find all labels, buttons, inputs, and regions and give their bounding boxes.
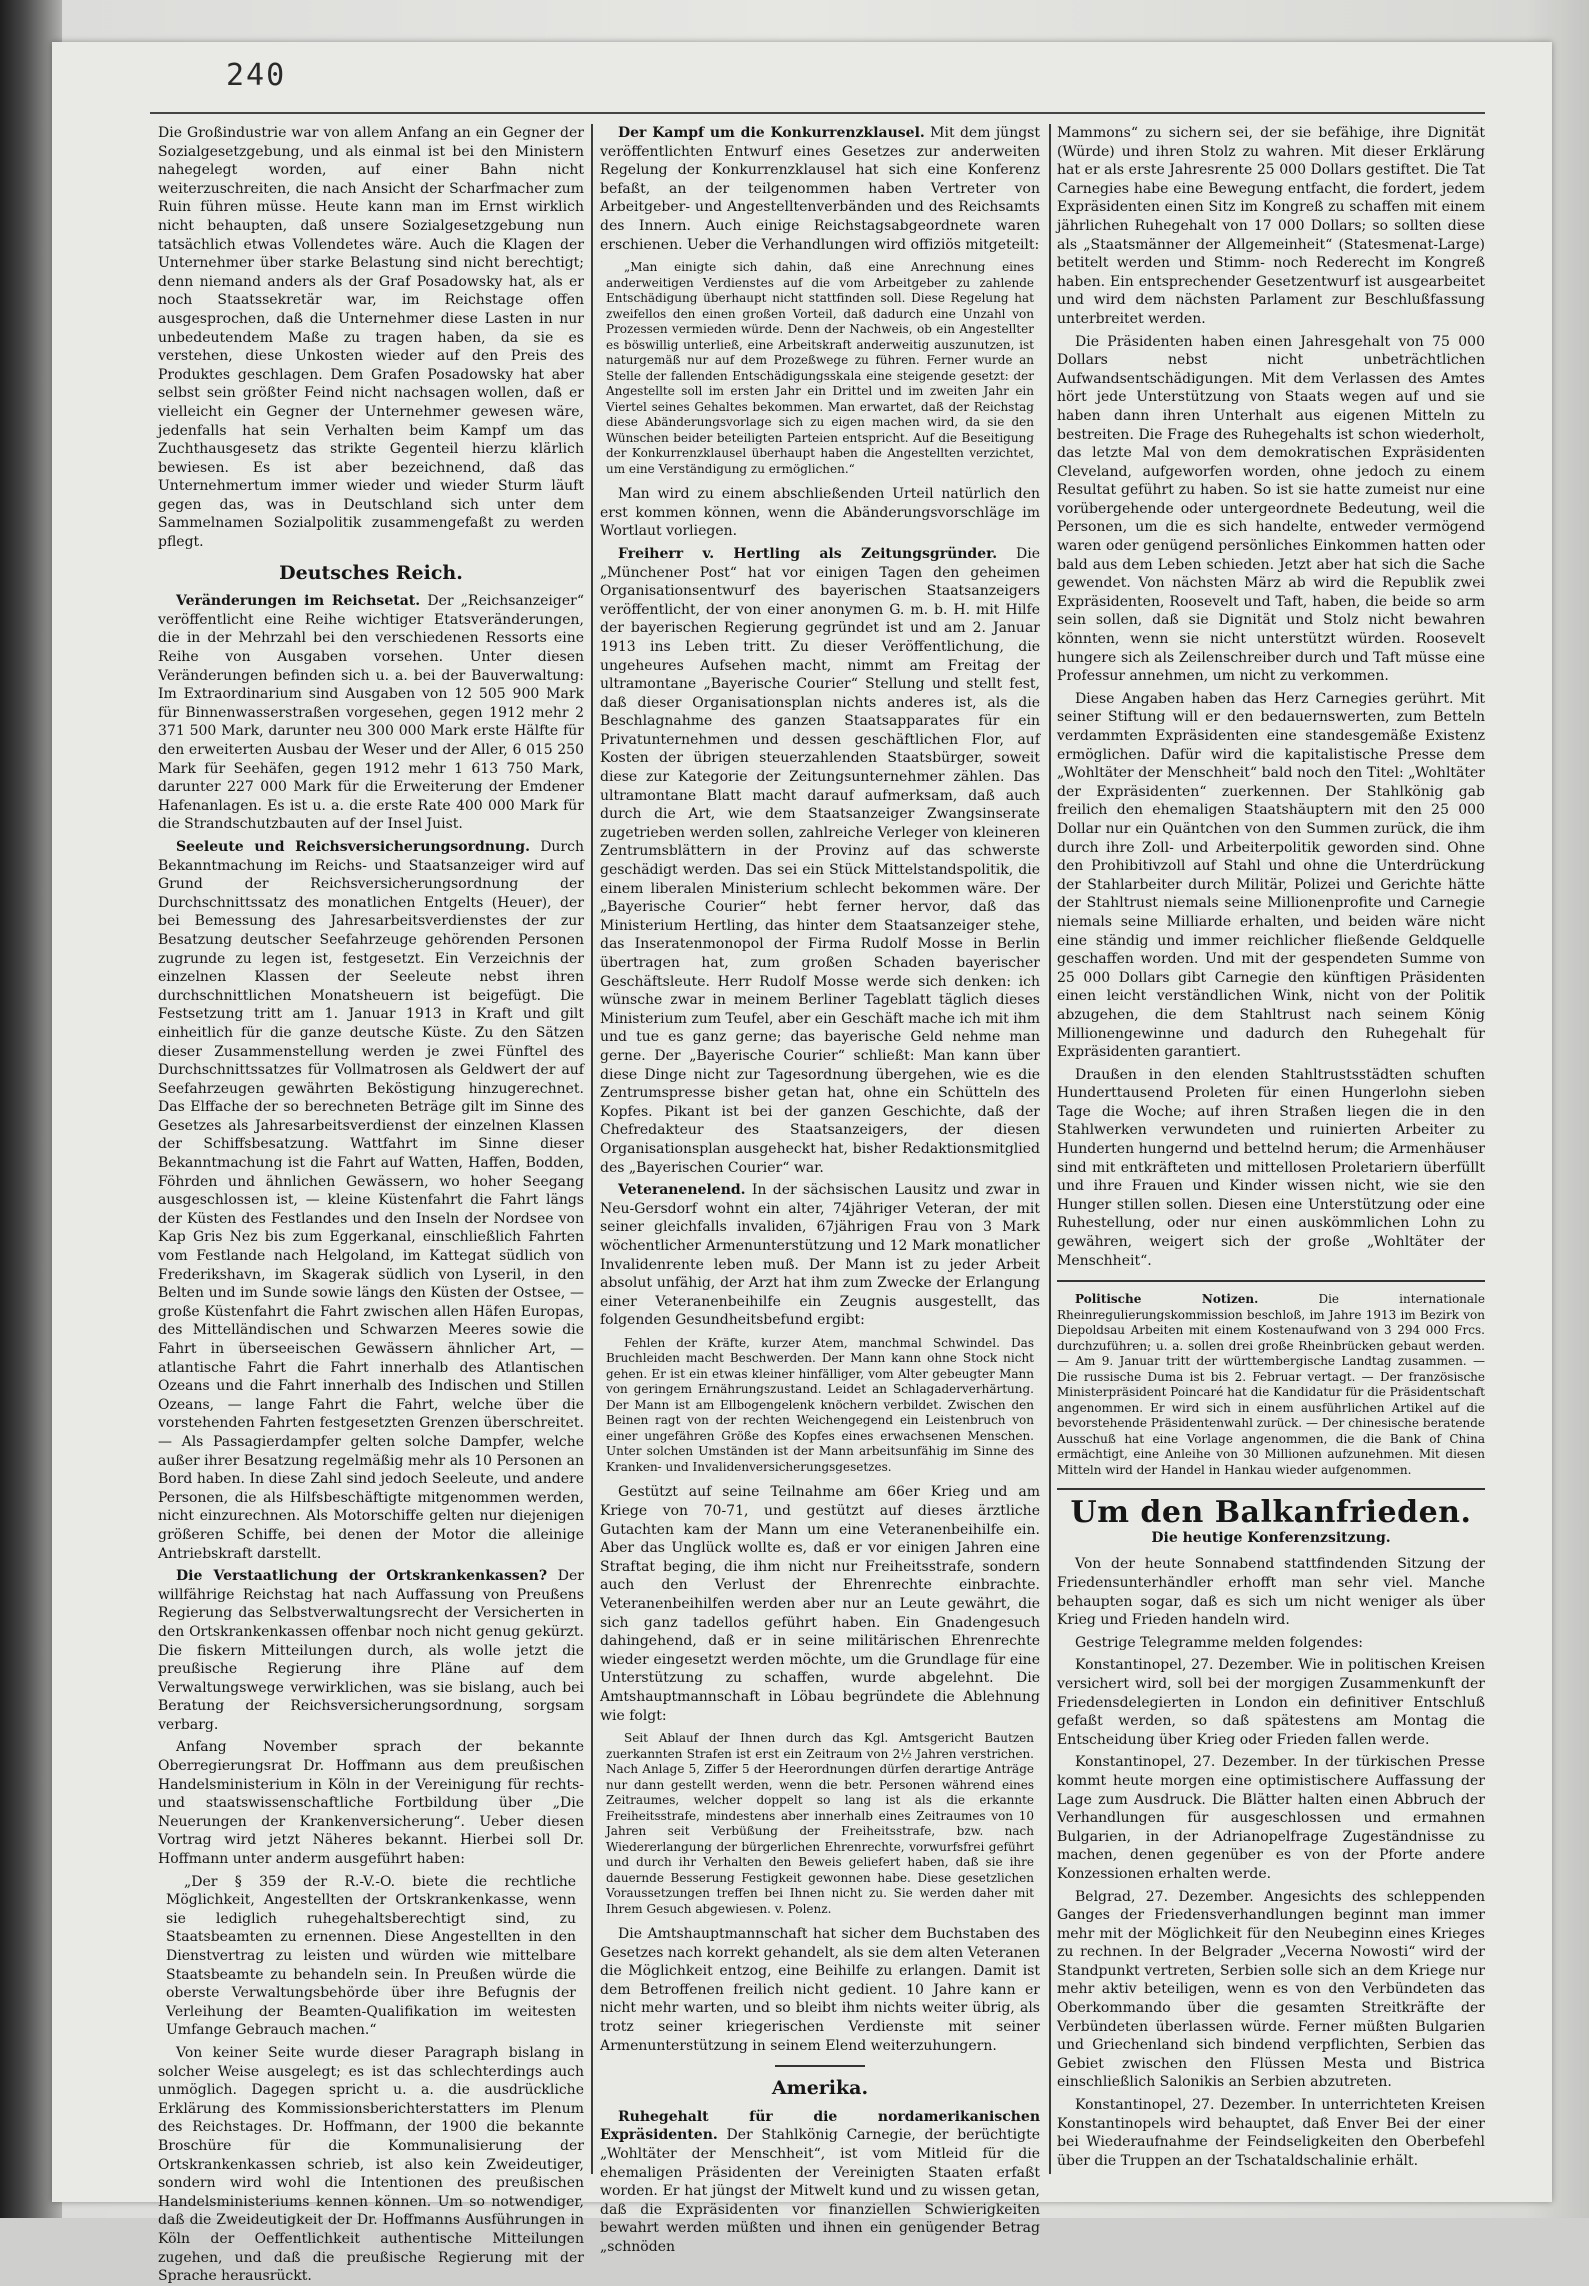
article-title: Die Verstaatlichung der Ortskrankenkassen? (176, 1568, 548, 1585)
article-paragraph: Gestrige Telegramme melden folgendes: (1075, 1634, 1363, 1651)
column-rule-2 (1049, 124, 1051, 2174)
article-quote: „Der § 359 der R.-V.-O. biete die rechtliche Möglichkeit, Angestellten der Ortskrankenkasse, wenn sie lediglich ruhegehaltsberechtigt sind, zu Staatsbeamten zu ernennen. Diese Angestellten in den Dienstvertrag zu leisten und würden wie mittelbare Staatsbeamte zu behandeln sein. In Preußen würde die oberste Verwaltungsbehörde über ihre Befugnis der Verleihung der Beamten-Qualifikation im weitesten Umfange Gebrauch machen.“ (166, 1873, 576, 2039)
article-paragraph: Anfang November sprach der bekannte Oberregierungsrat Dr. Hoffmann aus dem preußischen Handelsministerium in Köln in der Vereinigung für rechts- und staatswissenschaftliche Fortbildung über „Die Neuerungen der Krankenversicherung“. Ueber diesen Vortrag wird jetzt Näheres bekannt. Hierbei soll Dr. Hoffmann unter anderm ausgeführt haben: (158, 1739, 584, 1868)
article-title: Seeleute und Reichsversicherungsordnung. (176, 838, 530, 855)
article-body: Die „Münchener Post“ hat vor einigen Tagen den geheimen Organisationsentwurf des bayerischen Staatsanzeigers veröffentlicht, der von einer anonymen G. m. b. H. mit Hilfe der bayerischen Regierung gegründet ist und am 2. Januar 1913 ins Leben tritt. Zu dieser Veröffentlichung, die ungeheures Aufsehen macht, nimmt am Freitag der ultramontane „Bayerische Courier“ Stellung und stellt fest, daß dieser Organisationsplan nichts anderes ist, als die Beschlagnahme des ganzen Staatsapparates für ein Privatunternehmen und dessen geschäftlichen Flor, auf Kosten der übrigen steuerzahlenden Staatsbürger, soweit diese zur Kategorie der Zeitungsunternehmer zählen. Das ultramontane Blatt macht darauf aufmerksam, daß auch durch die Art, wie dem Staatsanzeiger Zwangsinserate zugetrieben werden sollen, zahlreiche Verleger von kleineren Zentrumsblättern in der Provinz auf das schwerste geschädigt werden. Das sei ein Stück Mittelstandspolitik, die einem liberalen Ministerium schlecht bekommen wäre. Der „Bayerische Courier“ hebt ferner hervor, daß das Ministerium Hertling, das hinter dem Staatsanzeiger stehe, das Inseratenmonopol der Firma Rudolf Mosse in Berlin übertragen hat, zum großen Schaden bayerischer Geschäftsleute. Herr Rudolf Mosse werde sich denken: ich wünsche zwar in meinem Berliner Tageblatt täglich dieses Ministerium zum Teufel, aber ein Geschäft mache ich mit ihm und tue es ganz gerne; das bayerische Geld nehme man gerne. Der „Bayerische Courier“ schließt: Man kann über diese Dinge nicht zur Tagesordnung übergehen, wie es die Zentrumspresse bisher getan hat, ohne ein Schütteln des Kopfes. Pikant ist bei der ganzen Geschichte, daß der Chefredakteur des Staatsanzeigers, der diesen Organisationsplan ausgeheckt hat, bisher Redaktionsmitglied des „Bayerischen Courier“ war. (600, 545, 1040, 1176)
article-hertling (600, 545, 1040, 1177)
section-subheading: Die heutige Konferenzsitzung. (1151, 1529, 1391, 1546)
article-paragraph: Von der heute Sonnabend stattfindenden Sitzung der Friedensunterhändler erhofft man sehr viel. Manche behaupten sogar, daß es sich um nicht weniger als über Krieg und Frieden handeln wird. (1057, 1556, 1485, 1629)
header-rule (150, 112, 1485, 114)
article-paragraph: Die Präsidenten haben einen Jahresgehalt von 75 000 Dollars nebst nicht unbeträchtlichen Aufwandsentschädigungen. Mit dem Verlassen des Amtes hört jede Unterstützung von Staats wegen auf und sie haben dann ihren Unterhalt aus eigenen Mitteln zu bestreiten. Die Frage des Ruhegehalts ist schon wiederholt, das letzte Mal von dem demokratischen Expräsidenten Cleveland, aufgeworfen worden, ohne jedoch zu einem Resultat geführt zu haben. So ist sie hatte zumeist nur eine vorübergehende oder untergeordnete Bedeutung, weil die Personen, um die es sich handelte, entweder vermögend waren oder genügend persönliches Einkommen hatten oder bald aus dem Leben schieden. Jetzt aber hat sich die Sache gewendet. Von nächsten März ab wird die Republik zwei Expräsidenten, Roosevelt und Taft, haben, die beide so arm sein sollen, daß sie Dignität und Stolz nicht bewahren könnten, wenn sie nicht unterstützt würden. Roosevelt hungere sich als Zeilenschreiber durch und Taft müsse eine Professur annehmen, um nicht zu verkommen. (1057, 333, 1485, 685)
article-paragraph: Von keiner Seite wurde dieser Paragraph bislang in solcher Weise ausgelegt; es ist das schlechterdings auch unmöglich. Dagegen spricht u. a. die ausdrückliche Erklärung des Kommissionsberichterstatters im Plenum des Reichstages. Dr. Hoffmann, der 1900 die bekannte Broschüre für die Kommunalisierung der Ortskrankenkassen schrieb, ist also kein Zweideutiger, sondern wird wohl die Intentionen des preußischen Handelsministeriums kennen können. Um so notwendiger, daß die Zweideutigkeit der Dr. Hoffmanns Ausführungen in Köln der Oeffentlichkeit authentische Mitteilungen zugehen, und daß die preußische Regierung mit der Sprache herausrückt. (158, 2044, 584, 2285)
article-quote: „Man einigte sich dahin, daß eine Anrechnung eines anderweitigen Verdienstes auf die vom Arbeitgeber zu zahlende Entschädigung überhaupt nicht stattfinden soll. Diese Regelung hat zweifellos den einen großen Vorteil, daß dadurch eine Unzahl von Prozessen vermieden würde. Denn der Nachweis, ob ein Angestellter es böswillig unterließ, eine Arbeitskraft anderweitig auszunutzen, ist naturgemäß nur auf dem Prozeßwege zu führen. Ferner wurde an Stelle der fallenden Entschädigungsskala eine steigende gesetzt: der Angestellte soll im ersten Jahr ein Drittel und im zweiten Jahr ein Viertel seines Gehaltes bekommen. Man erwartet, daß der Reichstag diese Abänderungsvorlage sich zu eigen machen wird, da sie den Wünschen beider beteiligten Parteien entspricht. Auf die Beseitigung der Konkurrenzklausel überhaupt haben die Angestellten verzichtet, um eine Verständigung zu ermöglichen.“ (606, 260, 1034, 476)
article-paragraph: Die Amtshauptmannschaft hat sicher dem Buchstaben des Gesetzes nach korrekt gehandelt, als sie dem alten Veteranen die Möglichkeit entzog, eine Beihilfe zu erlangen. Damit ist dem Betroffenen freilich nicht gedient. 10 Jahre kann er nicht mehr warten, und so bleibt ihm nichts weiter übrig, als trotz seiner kriegerischen Verdienste mit seiner Armenunterstützung in seinem Elend weiterzuhungern. (600, 1926, 1040, 2054)
column-1 (158, 124, 584, 2285)
article-paragraph: Mammons“ zu sichern sei, der sie befähige, ihre Dignität (Würde) und ihren Stolz zu wahren. Mit dieser Erklärung hat er als erste Jahresrente 25 000 Dollars gestiftet. Die Tat Carnegies habe eine Bewegung entfacht, die fordert, jedem Expräsidenten einen Sitz im Kongreß zu schaffen mit einem jährlichen Ruhegehalt von 17 000 Dollars; so sollten diese als „Staatsmänner der Allgemeinheit“ (Statesmenat-Large) betitelt werden und Stimm- noch Rederecht im Kongreß haben. Ein entsprechender Gesetzentwurf ist ausgearbeitet und wird dem nächsten Parlament zur Beschlußfassung unterbreitet werden. (1057, 125, 1485, 327)
column-rule-1 (591, 124, 593, 2174)
article-title: Freiherr v. Hertling als Zeitungsgründer. (618, 545, 998, 562)
section-divider (775, 2065, 865, 2067)
article-paragraph: Man wird zu einem abschließenden Urteil natürlich den erst kommen können, wenn die Abänderungsvorschläge im Wortlaut vorliegen. (600, 486, 1040, 540)
telegram-paragraph: Konstantinopel, 27. Dezember. In der türkischen Presse kommt heute morgen eine optimistischere Auffassung der Lage zum Ausdruck. Die Blätter halten einen Abbruch der Verhandlungen für ausgeschlossen und ermahnen Bulgarien, in der Adrianopelfrage Zugeständnisse zu machen, denen gegenüber es von der Pforte andere Konzessionen erhalten werde. (1057, 1754, 1485, 1882)
article-veteranenelend (600, 1181, 1040, 1330)
telegram-paragraph: Konstantinopel, 27. Dezember. Wie in politischen Kreisen versichert wird, soll bei der morgigen Zusammenkunft der Friedensdelegierten in London ein definitiver Entschluß gefaßt werden, so daß spätestens am Montag die Entscheidung über Krieg oder Frieden fallen werde. (1057, 1657, 1485, 1748)
article-title: Der Kampf um die Konkurrenzklausel. (618, 125, 925, 141)
telegram-paragraph: Belgrad, 27. Dezember. Angesichts des schleppenden Ganges der Friedensverhandlungen beginnt man immer mehr mit der Möglichkeit für den Neubeginn eines Krieges zu rechnen. In der Belgrader „Vecerna Nowosti“ wird der Standpunkt vertreten, Serbien solle sich an dem Kriege nur mehr aktiv beteiligen, wenn es von den Verbündeten das Oberkommando über die gesamten Streitkräfte der Verbündeten überlassen würde. Ferner müßten Bulgarien und Griechenland sich bindend verpflichten, Serbien das Gebiet zwischen den Flüssen Mesta und Bistrica einschließlich Salonikis an Serbien abzutreten. (1057, 1888, 1485, 2091)
notes-title: Politische Notizen. (1075, 1292, 1259, 1307)
section-heading-amerika: Amerika. (771, 2077, 869, 2100)
article-title: Veteranenelend. (618, 1182, 746, 1199)
article-title: Ruhegehalt für die nordamerikanischen Expräsidenten. (600, 2108, 1040, 2144)
article-quote: Seit Ablauf der Ihnen durch das Kgl. Amtsgericht Bautzen zuerkannten Strafen ist erst ein Zeitraum von 2½ Jahren verstrichen. Nach Anlage 5, Ziffer 5 der Heerordnungen dürfen derartige Anträge nur dann gestellt werden, wenn die betr. Personen während eines Zeitraumes, welcher doppelt so lang ist als die erkannte Freiheitsstrafe, mindestens aber innerhalb eines Zeitraumes von 10 Jahren seit Verbüßung der Freiheitsstrafe, bzw. nach Wiedererlangung der bürgerlichen Ehrenrechte, vorwurfsfrei geführt und durch ihr Verhalten den Beweis geliefert haben, daß sie ihre dauernde Besserung Festigkeit gewonnen habe. Diese gesetzlichen Voraussetzungen treffen bei Ihnen nicht zu. Sie werden daher mit Ihrem Gesuch abgewiesen. v. Polenz. (606, 1731, 1034, 1916)
article-ruhegehalt (600, 2108, 1040, 2257)
notes-body: Die internationale Rheinregulierungskommission beschloß, im Jahre 1913 im Bezirk von Diepoldsau Arbeiten mit einem Kostenaufwand von 3 294 000 Frcs. durchzuführen; u. a. sollen drei große Rheinbrücken gebaut werden. — Am 9. Januar tritt der württembergische Landtag zusammen. — Die russische Duma ist bis 2. Februar vertagt. — Der französische Ministerpräsident Poincaré hat die Kandidatur für die Präsidentschaft angenommen. Er wird sich in einem ausführlichen Artikel auf die bevorstehende Präsidentenwahl zurück. — Der chinesische beratende Ausschuß hat eine Vorlage angenommen, die die Bank of China ermächtigt, eine Anleihe von 30 Millionen aufzunehmen. Mit diesen Mitteln wird der Handel in Hankau wieder aufgenommen. (1057, 1292, 1485, 1477)
section-heading-balkanfrieden: Um den Balkanfrieden. (1070, 1495, 1472, 1531)
article-body: Mit dem jüngst veröffentlichten Entwurf eines Gesetzes zur anderweiten Regelung der Konkurrenzklausel hat sich eine Konferenz befaßt, an der teilgenommen haben Vertreter von Arbeitgeber- und Angestelltenverbänden und des Reichsamts des Innern. Auch einige Reichstagsabgeordnete waren erschienen. Ueber die Verhandlungen wird offiziös mitgeteilt: (600, 125, 1040, 253)
article-body: Der „Reichsanzeiger“ veröffentlicht eine Reihe wichtiger Etatsveränderungen, die in der Mehrzahl bei den verschiedenen Ressorts eine Reihe von Ausgaben vorsehen. Unter diesen Veränderungen befinden sich u. a. bei der Bauverwaltung: Im Extraordinarium sind Ausgaben von 12 505 900 Mark für Binnenwasserstraßen vorgesehen, gegen 1912 mehr 2 371 500 Mark, darunter neu 300 000 Mark erste Hälfte für den erweiterten Ausbau der Weser und der Aller, 6 015 250 Mark für Seehäfen, gegen 1912 mehr 1 613 750 Mark, darunter 227 000 Mark für die Erweiterung der Emdener Hafenanlagen. Es ist u. a. die erste Rate 400 000 Mark für die Strandschutzbauten auf der Insel Juist. (158, 593, 584, 833)
column-2 (600, 124, 1040, 2255)
section-heading-deutsches-reich: Deutsches Reich. (279, 561, 463, 584)
political-notes (1057, 1292, 1485, 1478)
article-body: Durch Bekanntmachung im Reichs- und Staatsanzeiger wird auf Grund der Reichsversicherungsordnung der Durchschnittssatz des monatlichen Entgelts (Heuer), der bei Bemessung des Jahresarbeitsverdienstes der zur Besatzung deutscher Seefahrzeuge gehörenden Personen zugrunde zu legen ist, festgesetzt. Ein Verzeichnis der einzelnen Klassen der Seeleute nebst ihren durchschnittlichen Monatsheuern ist beigefügt. Die Festsetzung tritt am 1. Januar 1913 in Kraft und gilt einheitlich für die ganze deutsche Küste. Zu den Sätzen dieser Zusammenstellung werden je zwei Fünftel des Durchschnittssatzes für Vollmatrosen als Geldwert der auf Seefahrzeugen gewährten Beköstigung hinzugerechnet. Das Elffache der so berechneten Beträge gilt im Sinne des Gesetzes als Jahresarbeitsverdienst der einzelnen Klassen der Schiffsbesatzung. Wattfahrt im Sinne dieser Bekanntmachung ist die Fahrt auf Watten, Haffen, Bodden, Föhrden und ähnlichen Gewässern, wo hoher Seegang ausgeschlossen ist, — kleine Küstenfahrt die Fahrt längs der Küsten des Festlandes und den Inseln der Nordsee von Kap Gris Nez bis zum Eggerkanal, einschließlich Fahrten vom Festlande nach Helgoland, im Kattegat südlich von Frederikshavn, im Skagerak südlich von Lyseril, in den Belten und im Sunde sowie längs den Küsten der Ostsee, — große Küstenfahrt die Fahrt zwischen allen Häfen Europas, des Mittelländischen und Schwarzen Meeres sowie die Fahrt in überseeischen Gewässern ähnlicher Art, — atlantische Fahrt die Fahrt innerhalb des Atlantischen Ozeans und die Fahrt innerhalb des Indischen und Stillen Ozeans, — lange Fahrt die Fahrt, welche über die vorstehenden Fahrten festgesetzten Grenzen überschreitet. — Als Passagierdampfer gelten solche Dampfer, welche außer ihrer Besatzung regelmäßig mehr als 10 Personen an Bord haben. In diese Zahl sind jedoch Seeleute, und andere Personen, die als Hilfsbeschäftigte mitgenommen werden, nicht einzurechnen. Als Motorschiffe gelten nur diejenigen größeren Schiffe, bei denen der Motor die alleinige Antriebskraft darstellt. (158, 838, 584, 1562)
article-body: Der willfährige Reichstag hat nach Auffassung von Preußens Regierung das Selbstverwaltungsrecht der Versicherten in den Ortskrankenkassen offenbar noch nicht genug gekürzt. Die fiskern Mitteilungen durch, als wolle jetzt die preußische Regierung ihre Pläne auf dem Verwaltungswege verwirklichen, was sie bislang, auch bei Beratung der Reichsversicherungsordnung, sorgsam verbarg. (158, 1568, 584, 1733)
article-title: Veränderungen im Reichsetat. (176, 593, 421, 610)
article-ortskrankenkassen (158, 1567, 584, 1734)
telegram-paragraph: Konstantinopel, 27. Dezember. In unterrichteten Kreisen Konstantinopels wird behauptet, daß Enver Bei der einer bei Wiederaufnahme der Feindseligkeiten den Oberbefehl über die Truppen an der Tschataldschalinie erhält. (1057, 2097, 1485, 2169)
article-body: Der Stahlkönig Carnegie, der berüchtigte „Wohltäter der Menschheit“, ist vom Mitleid für die ehemaligen Präsidenten der Vereinigten Staaten erfaßt worden. Er hat jüngst der Mitwelt kund und zu wissen getan, daß die Expräsidenten vor finanziellen Schwierigkeiten bewahrt werden müßten und ihnen ein genügender Betrag „schnöden (600, 2127, 1040, 2255)
column-3 (1057, 124, 1485, 2194)
section-divider (1057, 1280, 1485, 1282)
page-number: 240 (226, 58, 287, 93)
intro-paragraph: Die Großindustrie war von allem Anfang an ein Gegner der Sozialgesetzgebung, und als einmal ist bei den Ministern nahegelegt worden, auf einer Bahn nicht weiterzuschreiten, die nach Ansicht der Scharfmacher zum Ruin führen müsse. Heute kann man im Ernst wirklich nicht behaupten, daß unsere Sozialgesetzgebung nun tatsächlich etwas Vollendetes wäre. Auch die Klagen der Unternehmer über starke Belastung sind nicht berechtigt; denn niemand anders als der Graf Posadowsky hat, als er noch Staatssekretär war, im Reichstage offen ausgesprochen, daß die Unternehmer diese Lasten in nur unbedeutendem Maße zu tragen haben, da sie es verstehen, diese Unkosten wieder auf den Preis des Produktes geschlagen. Dem Grafen Posadowsky hat aber selbst sein größter Feind nicht nachsagen wollen, daß er vielleicht ein Gegner der Unternehmer gewesen wäre, jedenfalls hat sein Verhalten beim Kampf um das Zuchthausgesetz das strikte Gegenteil hierzu klärlich bewiesen. Es ist aber bezeichnend, daß das Unternehmertum immer wieder und wieder Sturm läuft gegen das, was in Deutschland sich unter dem Sammelnamen Sozialpolitik zusammengefaßt zu werden pflegt. (158, 125, 584, 551)
section-divider (1057, 1488, 1485, 1490)
article-seeleute (158, 838, 584, 1563)
article-reichsetat (158, 592, 584, 834)
article-paragraph: Draußen in den elenden Stahltrustsstädten schuften Hunderttausend Proleten für einen Hungerlohn sieben Tage die Woche; auf ihren Straßen liegen die in den Stahlwerken verwundeten und ruinierten Arbeiter zu Hunderten hungernd und bettelnd herum; die Armenhäuser sind mit entkräfteten und mittellosen Proletariern überfüllt und ihre Frauen und Kinder wissen nicht, wie sie den Hunger stillen sollen. Diesen eine Unterstützung oder eine Ruhestellung, oder nur einen auskömmlichen Lohn zu gewähren, weigert sich der große „Wohltäter der Menschheit“. (1057, 1066, 1485, 1269)
article-body: In der sächsischen Lausitz und zwar in Neu-Gersdorf wohnt ein alter, 74jähriger Veteran, der mit seiner gleichfalls invaliden, 67jährigen Frau von 3 Mark wöchentlicher Armenunterstützung und 12 Mark monatlicher Invalidenrente leben muß. Der Mann ist zu jeder Arbeit absolut unfähig, der Arzt hat ihm zum Zwecke der Erlangung einer Veteranenbeihilfe ein Zeugnis ausgestellt, das folgenden Gesundheitsbefund ergibt: (600, 1182, 1040, 1329)
article-paragraph: Diese Angaben haben das Herz Carnegies gerührt. Mit seiner Stiftung will er den bedauernswerten, zum Betteln verdammten Expräsidenten eine standesgemäße Existenz ermöglichen. Dafür wird die kapitalistische Presse dem „Wohltäter der Menschheit“ bald noch den Titel: „Wohltäter der Expräsidenten“ zuerkennen. Der Stahlkönig gab freilich den ehemaligen Staatshäuptern mit den 25 000 Dollar nur ein Quäntchen von den Summen zurück, die ihm durch ihre Zoll- und Arbeiterpolitik geworden sind. Ohne den Prohibitivzoll auf Stahl und ohne die Unterdrückung der Stahlarbeiter durch Militär, Polizei und Gerichte hätte der Stahltrust niemals seine Millionenprofite und Carnegie niemals seine Milliarde erhalten, und beiden wäre nicht eine ständig und immer reichlicher fließende Geldquelle geschaffen worden. Und mit der gespendeten Summe von 25 000 Dollars gibt Carnegie den künftigen Präsidenten einen leicht verständlichen Wink, nicht von der Politik abzugehen, die dem Stahltrust nach seinem König Millionengewinne und dadurch den Ruhegehalt für Expräsidenten garantiert. (1057, 690, 1485, 1061)
article-paragraph: Gestützt auf seine Teilnahme am 66er Krieg und am Kriege von 70-71, und gestützt auf dieses ärztliche Gutachten kam der Mann um eine Veteranenbeihilfe ein. Aber das Unglück wollte es, daß er vor einigen Jahren eine Straftat beging, die ihm nicht nur Freiheitsstrafe, sondern auch den Verlust der Ehrenrechte einbrachte. Veteranenbeihilfen werden aber nur an Leute gewährt, die sich ganz tadellos geführt haben. Ein Gnadengesuch dahingehend, daß er in seine militärischen Ehrenrechte wieder eingesetzt werden möchte, um die Grundlage für eine Unterstützung zu schaffen, wurde abgelehnt. Die Amtshauptmannschaft in Löbau begründete die Ablehnung wie folgt: (600, 1484, 1040, 1724)
article-konkurrenzklausel (600, 124, 1040, 254)
article-quote: Fehlen der Kräfte, kurzer Atem, manchmal Schwindel. Das Bruchleiden macht Beschwerden. Der Mann kann ohne Stock nicht gehen. Er ist ein etwas kleiner hinfälliger, vom Alter gebeugter Mann von geringem Ernährungszustand. Leidet an Schlagaderverhärtung. Der Mann ist am Ellbogengelenk knöchern verbildet. Zwischen den Beinen ragt von der rechten Weichengegend ein Leistenbruch von einer ungefähren Größe des Kopfes eines erwachsenen Menschen. Unter solchen Umständen ist der Mann arbeitsunfähig im Sinne des Kranken- und Invalidenversicherungsgesetzes. (606, 1335, 1034, 1474)
